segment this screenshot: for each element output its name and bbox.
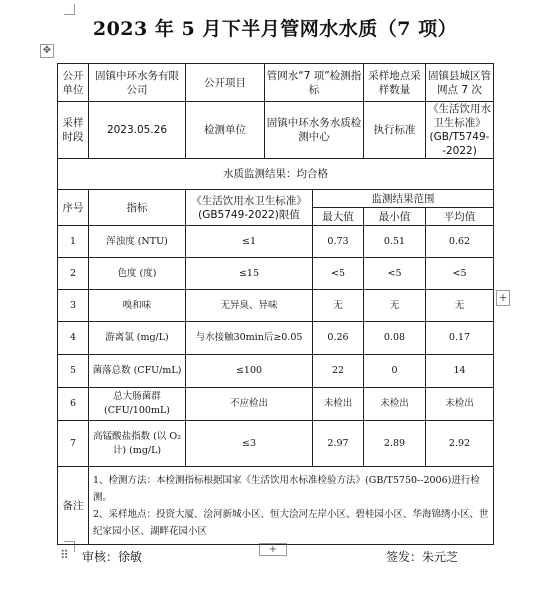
time-label: 采样时段 (58, 102, 89, 159)
row-avg: 未检出 (426, 388, 494, 421)
col-range: 监测结果范围 (313, 190, 494, 208)
table-row (58, 258, 494, 290)
row-min: 无 (364, 290, 426, 322)
lab-label: 检测单位 (186, 102, 265, 159)
table-row (58, 355, 494, 388)
project-label: 公开项目 (186, 64, 265, 102)
table-row (58, 226, 494, 258)
row-no: 7 (58, 421, 89, 467)
header-row-2 (58, 102, 494, 159)
standard-label: 执行标准 (364, 102, 426, 159)
row-limit: ≤100 (186, 355, 313, 388)
table-row (58, 388, 494, 421)
row-avg: 2.92 (426, 421, 494, 467)
col-limit: 《生活饮用水卫生标准》(GB5749-2022)限值 (186, 190, 313, 226)
signer-line: 签发：朱元芝 (386, 550, 459, 564)
row-max: <5 (313, 258, 364, 290)
row-max: 0.26 (313, 322, 364, 355)
table-move-handle-icon[interactable]: ✥ (40, 44, 54, 58)
row-max: 未检出 (313, 388, 364, 421)
row-avg: 0.62 (426, 226, 494, 258)
col-min: 最小值 (364, 208, 426, 226)
add-column-icon[interactable]: + (496, 290, 510, 306)
notes-label: 备注 (58, 467, 89, 545)
row-min: 0.51 (364, 226, 426, 258)
paragraph-mark-icon: ⠿ (60, 548, 69, 562)
row-max: 22 (313, 355, 364, 388)
row-avg: 无 (426, 290, 494, 322)
lab-value: 固镇中环水务水质检测中心 (265, 102, 364, 159)
row-indicator: 高锰酸盐指数 (以 O₂计) (mg/L) (89, 421, 186, 467)
add-row-icon[interactable]: + (259, 543, 287, 556)
row-limit: ≤3 (186, 421, 313, 467)
site-count-label: 采样地点采样数量 (364, 64, 426, 102)
row-min: 2.89 (364, 421, 426, 467)
note-line-1: 1、检测方法：本检测指标根据国家《生活饮用水标准检验方法》(GB/T5750--2006)进行检测。 (93, 474, 480, 503)
row-no: 4 (58, 322, 89, 355)
row-limit: 无异臭、异味 (186, 290, 313, 322)
row-min: <5 (364, 258, 426, 290)
row-max: 无 (313, 290, 364, 322)
col-avg: 平均值 (426, 208, 494, 226)
note-line-2: 2、采样地点：投资大厦、浍河新城小区、恒大浍河左岸小区、碧桂园小区、华海锦绣小区、世纪家园小区、湖畔花园小区 (93, 508, 489, 537)
col-no: 序号 (58, 190, 89, 226)
row-no: 6 (58, 388, 89, 421)
table-row (58, 290, 494, 322)
row-indicator: 菌落总数 (CFU/mL) (89, 355, 186, 388)
document-title: 2023 年 5 月下半月管网水水质（7 项） (92, 18, 458, 40)
row-avg: <5 (426, 258, 494, 290)
time-value: 2023.05.26 (89, 102, 186, 159)
reviewer-line: 审核：徐敏 (82, 550, 143, 564)
row-min: 0.08 (364, 322, 426, 355)
row-max: 2.97 (313, 421, 364, 467)
header-row-1 (58, 64, 494, 102)
table-row (58, 322, 494, 355)
publisher-label: 公开单位 (58, 64, 89, 102)
row-avg: 14 (426, 355, 494, 388)
row-max: 0.73 (313, 226, 364, 258)
row-limit: 与水接触30min后≥0.05 (186, 322, 313, 355)
row-indicator: 嗅和味 (89, 290, 186, 322)
notes-row (58, 467, 494, 545)
result-summary: 水质监测结果：均合格 (58, 159, 494, 190)
row-avg: 0.17 (426, 322, 494, 355)
row-indicator: 浑浊度 (NTU) (89, 226, 186, 258)
row-no: 3 (58, 290, 89, 322)
row-min: 未检出 (364, 388, 426, 421)
row-indicator: 游离氯 (mg/L) (89, 322, 186, 355)
notes-content (89, 467, 494, 545)
row-limit: ≤1 (186, 226, 313, 258)
standard-value: 《生活饮用水卫生标准》(GB/T5749--2022) (426, 102, 494, 159)
row-limit: 不应检出 (186, 388, 313, 421)
summary-row (58, 159, 494, 190)
row-no: 5 (58, 355, 89, 388)
col-max: 最大值 (313, 208, 364, 226)
row-indicator: 色度 (度) (89, 258, 186, 290)
water-quality-table (57, 63, 494, 545)
publisher-value: 固镇中环水务有限公司 (89, 64, 186, 102)
table-row (58, 421, 494, 467)
row-no: 1 (58, 226, 89, 258)
row-indicator: 总大肠菌群 (CFU/100mL) (89, 388, 186, 421)
project-value: 管网水“7 项”检测指标 (265, 64, 364, 102)
site-count-value: 固镇县城区管网点 7 次 (426, 64, 494, 102)
row-limit: ≤15 (186, 258, 313, 290)
col-indicator: 指标 (89, 190, 186, 226)
column-header-row-1 (58, 190, 494, 208)
row-no: 2 (58, 258, 89, 290)
row-min: 0 (364, 355, 426, 388)
